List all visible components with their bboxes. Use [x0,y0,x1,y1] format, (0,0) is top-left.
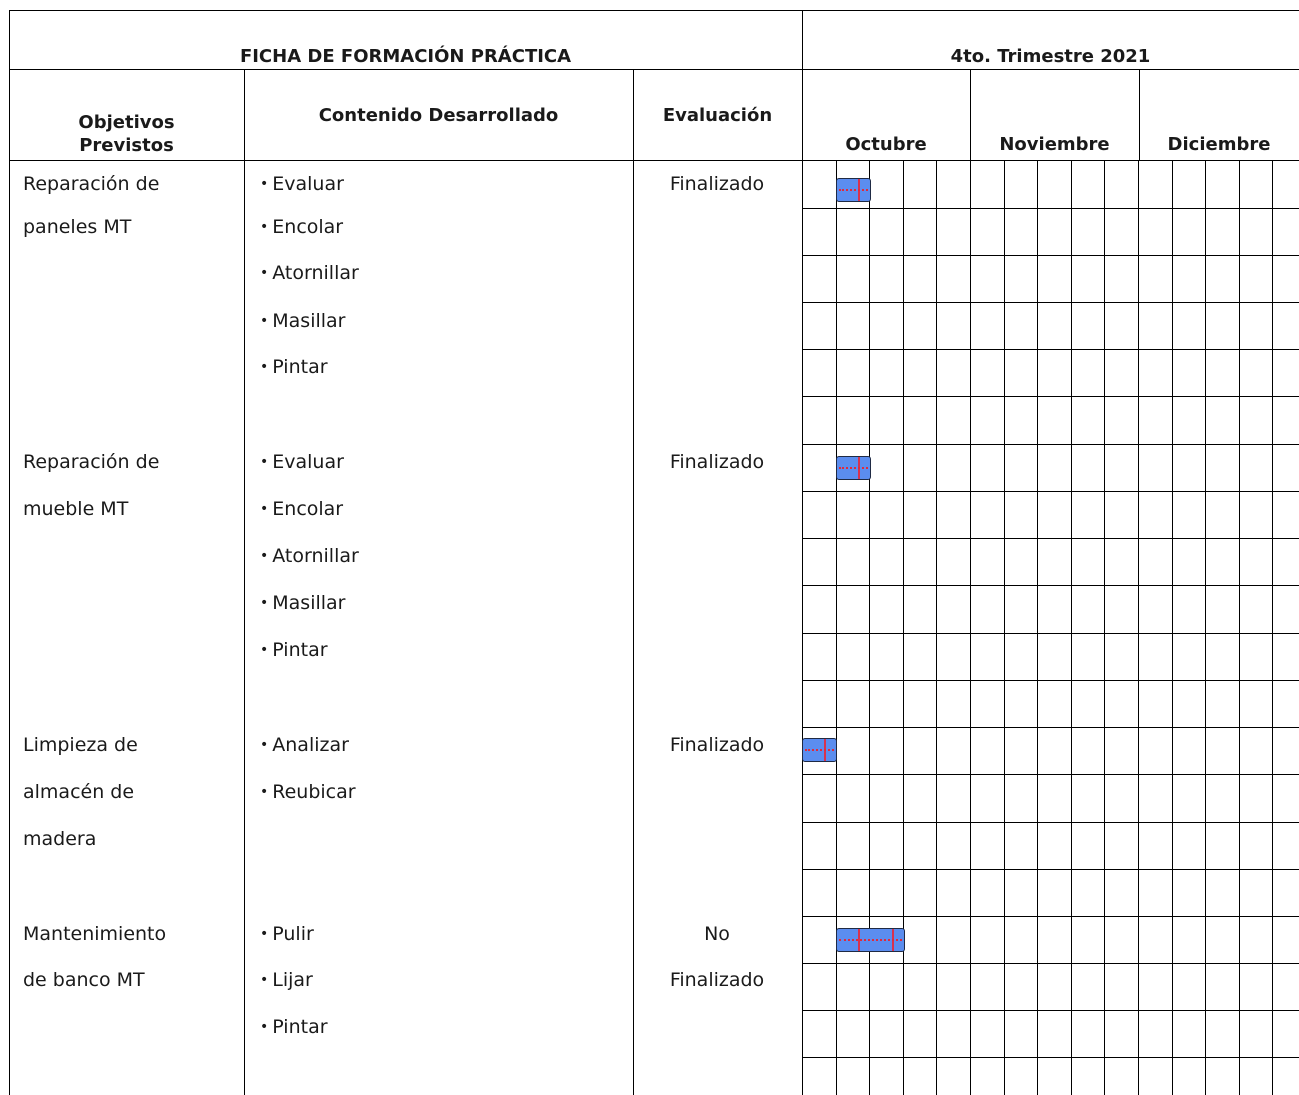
table-left-border [9,10,10,1095]
objetivo-text: Mantenimiento [23,923,167,945]
objetivo-text: almacén de [23,781,135,803]
contenido-item: • Atornillar [260,544,359,570]
contenido-item: • Reubicar [260,780,356,806]
gantt-bar [836,178,871,202]
grid-row-line [802,160,1299,161]
contenido-item: • Masillar [260,591,346,617]
evaluacion-status: Finalizado [669,969,765,991]
contenido-item: • Masillar [260,309,346,335]
col-divider-2 [633,69,634,1095]
grid-row-line [802,538,1299,539]
header-divider [9,69,1299,70]
grid-row-line [802,727,1299,728]
form-title: FICHA DE FORMACIÓN PRÁCTICA [239,46,572,67]
grid-week-line [1239,160,1240,1095]
period-label: 4to. Trimestre 2021 [950,46,1151,67]
grid-week-line [970,160,971,1095]
grid-row-line [802,302,1299,303]
month-diciembre: Diciembre [1167,134,1271,155]
grid-row-line [802,396,1299,397]
grid-row-line [802,822,1299,823]
objetivo-text: de banco MT [23,969,145,991]
contenido-item: • Lijar [260,968,313,994]
gantt-bar [802,738,837,762]
col-objetivos-line1: Objetivos [78,112,175,133]
grid-row-line [802,633,1299,634]
grid-week-line [1272,160,1273,1095]
grid-week-line [1104,160,1105,1095]
grid-row-line [802,869,1299,870]
objetivo-text: Reparación de [23,451,160,473]
objetivo-text: paneles MT [23,216,132,238]
contenido-item: • Pintar [260,638,328,664]
grid-week-line [1037,160,1038,1095]
contenido-item: • Evaluar [260,450,344,476]
col-objetivos-line2: Previstos [79,135,174,156]
contenido-item: • Pintar [260,1015,328,1041]
col-divider-3 [802,10,803,1095]
col-evaluacion: Evaluación [662,105,773,126]
col-divider-1 [244,69,245,1095]
grid-week-line [1138,160,1139,1095]
grid-week-line [1071,160,1072,1095]
grid-row-line [802,963,1299,964]
contenido-item: • Evaluar [260,172,344,198]
grid-week-line [1205,160,1206,1095]
contenido-item: • Atornillar [260,261,359,287]
contenido-item: • Encolar [260,497,343,523]
month-octubre: Octubre [845,134,927,155]
objetivo-text: mueble MT [23,498,129,520]
objetivo-text: madera [23,828,97,850]
grid-row-line [802,491,1299,492]
gantt-bar [836,928,905,952]
objetivo-text: Limpieza de [23,734,138,756]
grid-week-line [1172,160,1173,1095]
month-noviembre: Noviembre [999,134,1110,155]
contenido-item: • Pintar [260,355,328,381]
grid-week-line [936,160,937,1095]
grid-row-line [802,208,1299,209]
grid-row-line [802,1010,1299,1011]
gantt-bar [836,456,871,480]
grid-row-line [802,774,1299,775]
grid-row-line [802,680,1299,681]
evaluacion-status: Finalizado [669,734,765,756]
evaluacion-status: Finalizado [669,451,765,473]
grid-row-line [802,916,1299,917]
contenido-item: • Encolar [260,215,343,241]
contenido-item: • Analizar [260,733,349,759]
grid-row-line [802,349,1299,350]
grid-week-line [1004,160,1005,1095]
grid-week-line [836,160,837,1095]
table-top-border [9,10,1299,11]
evaluacion-status: Finalizado [669,173,765,195]
grid-row-line [802,444,1299,445]
grid-week-line [903,160,904,1095]
evaluacion-status: No [704,923,730,945]
grid-row-line [802,255,1299,256]
col-contenido: Contenido Desarrollado [318,105,559,126]
contenido-item: • Pulir [260,922,314,948]
grid-week-line [869,160,870,1095]
grid-row-line [802,585,1299,586]
grid-row-line [802,1057,1299,1058]
objetivo-text: Reparación de [23,173,160,195]
